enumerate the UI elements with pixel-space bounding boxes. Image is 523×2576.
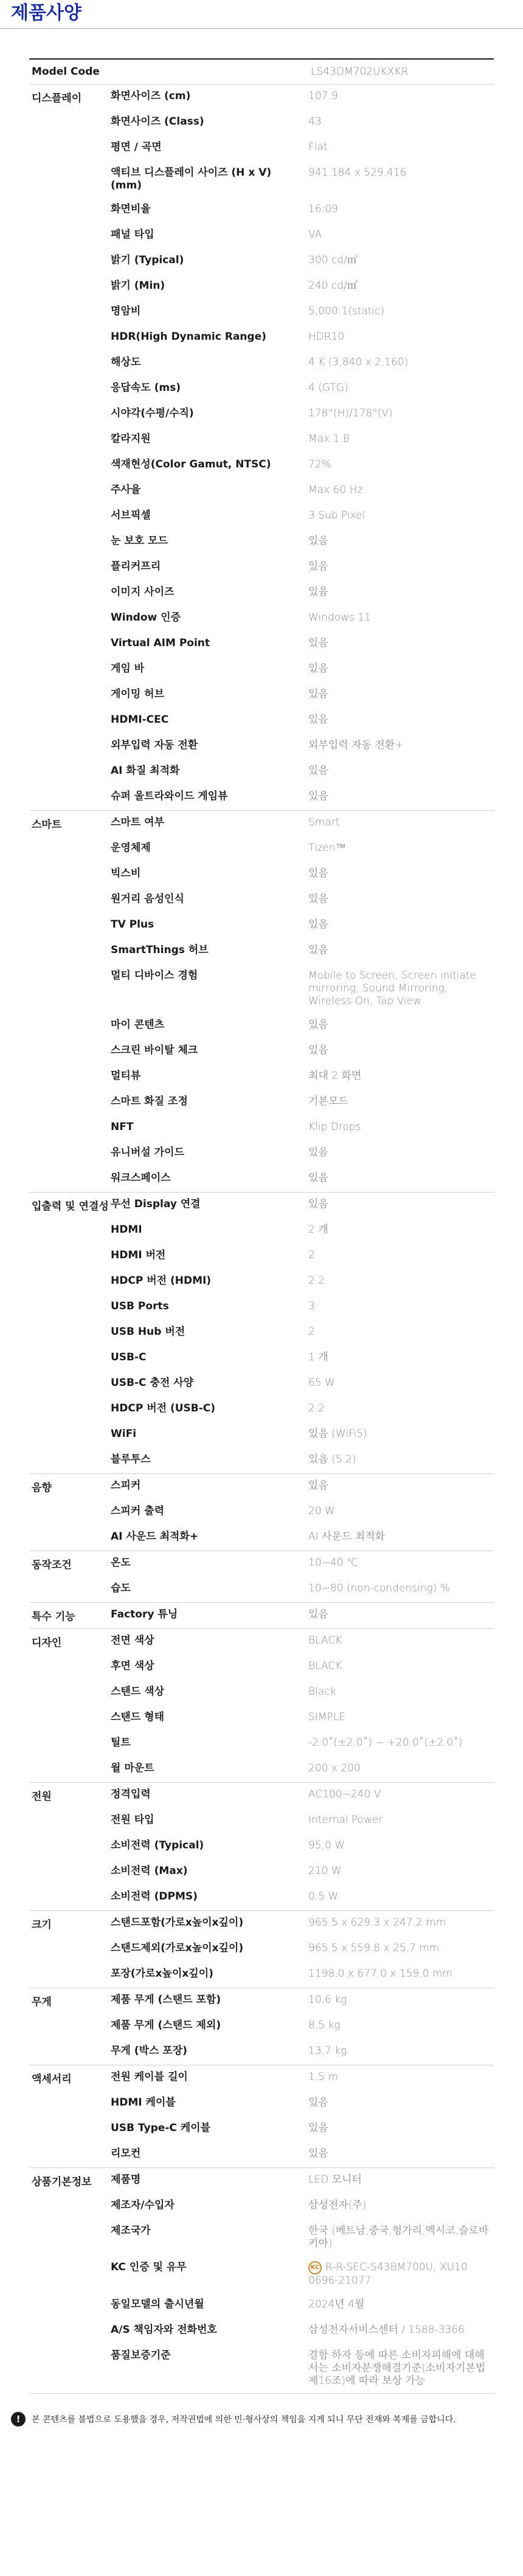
spec-value: 4 (GTG) [308,382,348,394]
spec-value: 65 W [308,1377,335,1389]
spec-group-title: 상품기본정보 [32,2176,92,2188]
spec-label: USB-C 충전 사양 [111,1377,194,1389]
spec-row [111,1525,494,1551]
spec-group [29,1629,494,1783]
spec-label: 게임 바 [111,663,145,675]
spec-value: 있음 [308,790,328,802]
spec-group [29,1911,494,1988]
spec-label: 스피커 출력 [111,1505,165,1517]
spec-group [29,2168,494,2394]
spec-group [29,84,494,811]
spec-row [111,110,494,136]
spec-row [111,862,494,887]
spec-value: 있음 [308,1044,328,1056]
spec-row [111,136,494,161]
spec-row [111,427,494,453]
spec-label: AI 사운드 최적화+ [111,1531,199,1543]
spec-value: 있음 [308,586,328,598]
spec-value: SIMPLE [308,1711,345,1723]
spec-label: 원거리 음성인식 [111,893,184,905]
spec-label: 소비전력 (Max) [111,1865,188,1877]
spec-value: 5,000:1(static) [308,305,385,317]
spec-label: 제조국가 [111,2225,151,2237]
spec-row [111,2256,494,2293]
spec-row [111,785,494,810]
spec-value: Internal Power [308,1814,383,1826]
spec-group-title: 입출력 및 연결성 [32,1200,109,1213]
spec-row [111,161,494,198]
spec-row [111,274,494,300]
spec-row [111,2168,494,2194]
spec-label: 응답속도 (ms) [111,382,181,394]
spec-label: Factory 튜닝 [111,1608,178,1620]
spec-value: 965.5 x 629.3 x 247.2 mm [308,1917,446,1929]
spec-value: 4 K (3,840 x 2,160) [308,356,409,368]
spec-value: 178°(H)/178°(V) [308,407,393,419]
spec-row [111,1680,494,1706]
spec-label: HDMI 버전 [111,1249,166,1261]
spec-row [111,580,494,606]
spec-row [111,1603,494,1628]
spec-value: 10~80 (non-condensing) % [308,1582,450,1594]
spec-row [111,1757,494,1782]
spec-label: 동일모델의 출시년월 [111,2298,204,2310]
spec-label: 스탠드 색상 [111,1686,165,1698]
spec-value: 있음 [308,560,328,573]
spec-row [111,376,494,402]
spec-label: 운영체제 [111,842,151,854]
spec-row [111,2318,494,2344]
spec-value: 16:09 [308,203,338,215]
spec-label: 틸트 [111,1737,131,1749]
spec-row [111,2219,494,2256]
model-code-label: Model Code [32,66,100,78]
spec-value: Smart [308,816,340,828]
spec-value: VA [308,229,322,241]
spec-label: 화면사이즈 (cm) [111,90,191,102]
spec-row [111,2142,494,2168]
spec-value: 외부입력 자동 전환+ [308,739,404,751]
spec-row [111,1937,494,1962]
spec-row [111,836,494,862]
spec-group [29,2065,494,2168]
spec-row [111,964,494,1013]
spec-label: 유니버설 가이드 [111,1146,184,1159]
spec-row [111,1013,494,1039]
spec-row [111,1988,494,2014]
spec-row [111,351,494,376]
spec-label: 무선 Display 연결 [111,1198,201,1210]
spec-value: 200 x 200 [308,1762,361,1774]
spec-value: 삼성전자서비스센터 / 1588-3366 [308,2324,465,2336]
spec-label: USB Type-C 케이블 [111,2122,210,2134]
model-code-row [29,58,494,84]
spec-row [111,938,494,964]
spec-label: 포장(가로x높이x깊이) [111,1968,213,1980]
spec-row [111,84,494,110]
spec-value: 1198.0 x 677.0 x 159.0 mm [308,1968,453,1980]
spec-label: 습도 [111,1582,131,1594]
spec-label: HDCP 버전 (USB-C) [111,1402,216,1414]
spec-label: 스탠드 형태 [111,1711,165,1723]
spec-value: 있음 [308,714,328,726]
spec-value: Flat [308,141,328,153]
spec-value: 2 개 [308,1224,328,1236]
spec-value: 있음 [308,2147,328,2160]
spec-value: Max 1 B [308,433,350,445]
spec-value: LED 모니터 [308,2174,362,2186]
spec-label: 액티브 디스플레이 사이즈 (H x V) (mm) [111,167,272,191]
spec-row [111,529,494,555]
spec-value: Windows 11 [308,611,371,624]
spec-row [111,1064,494,1090]
spec-label: 멀티뷰 [111,1070,141,1082]
spec-row [111,632,494,657]
spec-value: 있음 [308,637,328,649]
spec-row [111,759,494,785]
spec-label: 게이밍 허브 [111,688,165,700]
spec-group [29,1988,494,2065]
spec-value: 최대 2 화면 [308,1070,362,1082]
spec-label: 색재현성(Color Gamut, NTSC) [111,458,271,470]
spec-value: 20 W [308,1505,335,1517]
spec-label: TV Plus [111,918,154,931]
spec-label: NFT [111,1121,134,1133]
spec-row [111,1834,494,1859]
spec-row [111,1706,494,1731]
spec-value: 있음 [308,944,328,956]
spec-label: 칼라지원 [111,433,151,445]
spec-label: Window 인증 [111,611,181,624]
spec-label: 온도 [111,1557,131,1569]
spec-label: 명암비 [111,305,141,317]
spec-row [111,1295,494,1320]
spec-label: 시야각(수평/수직) [111,407,194,419]
spec-row [111,1269,494,1295]
spec-label: HDMI 케이블 [111,2096,176,2109]
spec-label: SmartThings 허브 [111,944,209,956]
spec-row [111,478,494,504]
spec-value: 43 [308,115,322,128]
spec-value: 있음 [308,535,328,547]
spec-group-title: 특수 기능 [32,1611,75,1623]
spec-label: 워크스페이스 [111,1172,171,1184]
spec-row [111,811,494,836]
spec-label: 밝기 (Typical) [111,254,184,266]
spec-label: 전원 타입 [111,1814,154,1826]
spec-row [111,555,494,580]
spec-value: 965.5 x 559.8 x 25.7 mm [308,1942,440,1954]
copyright-notice [11,2412,512,2445]
spec-row [111,2014,494,2039]
spec-label: HDR(High Dynamic Range) [111,331,266,343]
spec-label: 전원 케이블 길이 [111,2071,188,2083]
spec-group [29,811,494,1193]
spec-row [111,1090,494,1115]
spec-label: 스피커 [111,1479,141,1492]
spec-label: 밝기 (Min) [111,280,165,292]
spec-group [29,1603,494,1629]
spec-row [111,1218,494,1244]
spec-row [111,1166,494,1192]
spec-row [111,887,494,913]
spec-value: 있음 (WiFi5) [308,1428,367,1440]
spec-label: 제품 무게 (스탠드 포함) [111,1994,221,2006]
spec-row [111,1141,494,1166]
spec-value: Tizen™ [308,842,346,854]
spec-label: 화면사이즈 (Class) [111,115,204,128]
spec-label: 리모컨 [111,2147,141,2160]
spec-value: 있음 [308,867,328,880]
spec-group-title: 동작조건 [32,1559,72,1571]
spec-label: USB-C [111,1351,147,1363]
spec-value: Mobile to Screen, Screen initiate mirroring, Sound Mirroring, Wireless On, Tap View [308,969,476,1007]
spec-value: 있음 [308,688,328,700]
spec-group [29,1474,494,1551]
spec-group-title: 스마트 [32,819,62,831]
spec-row [111,1731,494,1757]
spec-value: 있음 [308,2122,328,2134]
spec-row [111,1885,494,1910]
spec-label: 평면 / 곡면 [111,141,162,153]
spec-row [111,1039,494,1064]
spec-value: 210 W [308,1865,342,1877]
spec-value: Max 60 Hz [308,484,363,496]
spec-value: Klip Drops [308,1121,361,1133]
spec-group-title: 디자인 [32,1637,62,1649]
spec-groups [29,84,494,2394]
spec-value: 3 Sub Pixel [308,509,365,522]
spec-row [111,249,494,274]
spec-group [29,1551,494,1603]
spec-value: 있음 [308,1479,328,1492]
spec-label: USB Hub 버전 [111,1326,185,1338]
spec-label: 멀티 디바이스 경험 [111,969,198,982]
spec-row [111,683,494,708]
spec-value: 있음 [308,1019,328,1031]
spec-label: 스탠드포함(가로x높이x깊이) [111,1917,244,1929]
spec-label: Virtual AIM Point [111,637,210,649]
spec-label: AI 화질 최적화 [111,765,180,777]
spec-group-title: 전원 [32,1791,52,1803]
spec-value: BLACK [308,1634,342,1647]
spec-group-title: 크기 [32,1919,52,1931]
spec-label: 스탠드제외(가로x높이x깊이) [111,1942,244,1954]
spec-value: 95.0 W [308,1839,345,1851]
spec-label: 제품 무게 (스탠드 제외) [111,2019,221,2031]
spec-value: 결함·하자 등에 따른 소비자피해에 대해서는 소비자분쟁해결기준(소비자기본법 제16조)에 따라 보상 가능 [308,2349,486,2387]
spec-label: HDMI-CEC [111,714,169,726]
spec-value: 있음 [308,1198,328,1210]
spec-label: 화면비율 [111,203,151,215]
spec-label: 패널 타입 [111,229,154,241]
spec-row [111,453,494,478]
spec-value: 10.6 kg [308,1994,347,2006]
spec-row [111,1346,494,1371]
spec-row [111,1115,494,1141]
exclamation-icon: ! [11,2412,26,2426]
spec-label: 이미지 사이즈 [111,586,175,598]
spec-label: 소비전력 (DPMS) [111,1890,198,1903]
spec-label: HDCP 버전 (HDMI) [111,1275,212,1287]
spec-value: 있음 [308,918,328,931]
spec-value: 3 [308,1300,315,1312]
spec-value: 13.7 kg [308,2045,347,2057]
spec-value: 240 cd/㎡ [308,280,358,292]
spec-row [111,2116,494,2142]
spec-label: 제조자/수입자 [111,2199,175,2211]
spec-label: 품질보증기준 [111,2349,171,2361]
spec-label: 스마트 화질 조정 [111,1095,188,1107]
spec-row [111,606,494,632]
spec-value: 있음 [308,1608,328,1620]
spec-row [111,1655,494,1680]
spec-group-title: 음향 [32,1482,52,1494]
spec-value: 있음 [308,765,328,777]
spec-value: AI 사운드 최적화 [308,1531,385,1543]
spec-value [308,2261,494,2287]
spec-row [111,2344,494,2393]
spec-value: 있음 [308,1172,328,1184]
spec-label: 정격입력 [111,1788,151,1800]
spec-table [0,58,523,2394]
spec-row [111,2039,494,2065]
spec-row [111,1244,494,1269]
spec-label: 외부입력 자동 전환 [111,739,198,751]
spec-row [111,1193,494,1218]
spec-value: AC100~240 V [308,1788,381,1800]
spec-label: 빅스비 [111,867,141,880]
spec-group-title: 액세서리 [32,2073,72,2085]
spec-value: 있음 [308,1146,328,1159]
spec-row [111,325,494,351]
copyright-text: 본 콘텐츠를 불법으로 도용했을 경우, 저작권법에 의한 민·형사상의 책임을 지게 되니 무단 전재와 복제를 금합니다. [32,2415,456,2425]
spec-row [111,1629,494,1655]
spec-label: KC 인증 및 유무 [111,2261,187,2273]
spec-group-title: 무게 [32,1996,52,2008]
spec-value: 2 [308,1326,315,1338]
spec-value: 한국 (베트남,중국,헝가리,멕시코,슬로바키아) [308,2225,489,2250]
spec-label: A/S 책임자와 전화번호 [111,2324,217,2336]
spec-row [111,2091,494,2116]
spec-label: 월 마운트 [111,1762,154,1774]
spec-row [111,1859,494,1885]
spec-label: 마이 콘텐츠 [111,1019,165,1031]
spec-group-title: 디스플레이 [32,92,82,105]
spec-label: 스마트 여부 [111,816,165,828]
spec-value: 10~40 ℃ [308,1557,359,1569]
spec-row [111,402,494,427]
spec-row [111,300,494,325]
spec-row [111,1500,494,1525]
spec-label: 전면 색상 [111,1634,154,1647]
spec-label: 스크린 바이탈 체크 [111,1044,198,1056]
spec-value: 941.184 x 529.416 [308,167,407,179]
kc-mark-icon: KC [308,2261,322,2275]
kc-cert-text: R-R-SEC-S43BM700U, XU10 0696-21077 [308,2261,468,2287]
spec-label: 후면 색상 [111,1660,154,1672]
spec-row [111,1371,494,1397]
spec-label: HDMI [111,1224,142,1236]
spec-label: WiFi [111,1428,137,1440]
spec-row [111,198,494,223]
spec-group [29,1783,494,1911]
spec-value: 있음 (5.2) [308,1453,356,1465]
spec-value: 1.5 m [308,2071,338,2083]
spec-label: 서브픽셀 [111,509,151,522]
spec-value: 있음 [308,2096,328,2109]
spec-row [111,1397,494,1422]
spec-value: 107.9 [308,90,338,102]
spec-label: 눈 보호 모드 [111,535,168,547]
spec-label: 무게 (박스 포장) [111,2045,187,2057]
spec-label: 플리커프리 [111,560,161,573]
spec-row [111,1422,494,1448]
spec-group [29,1193,494,1474]
spec-value: 기본모드 [308,1095,348,1107]
spec-row [111,1474,494,1500]
title-divider [0,28,523,29]
spec-row [111,2065,494,2091]
spec-row [111,1320,494,1346]
spec-row [111,657,494,683]
spec-row [111,2293,494,2318]
spec-value: 2 [308,1249,315,1261]
spec-value: 2024년 4월 [308,2298,365,2310]
spec-row [111,734,494,759]
spec-value: 있음 [308,663,328,675]
spec-value: 0.5 W [308,1890,339,1903]
spec-row [111,1551,494,1577]
spec-row [111,504,494,529]
spec-row [111,223,494,249]
page-title: 제품사양 [11,2,81,24]
spec-value: 8.5 kg [308,2019,341,2031]
spec-label: 제품명 [111,2174,141,2186]
spec-value: 2.2 [308,1402,325,1414]
spec-row [111,1808,494,1834]
spec-value: Black [308,1686,336,1698]
spec-value: 72% [308,458,331,470]
spec-label: USB Ports [111,1300,169,1312]
spec-label: 해상도 [111,356,141,368]
spec-label: 블루투스 [111,1453,151,1465]
spec-label: 소비전력 (Typical) [111,1839,204,1851]
spec-row [111,913,494,938]
spec-row [111,1962,494,1988]
spec-value: BLACK [308,1660,342,1672]
spec-row [111,1577,494,1602]
spec-row [111,708,494,734]
spec-value: 2.2 [308,1275,325,1287]
spec-value: -2.0˚(±2.0˚) ~ +20.0˚(±2.0˚) [308,1737,463,1749]
spec-row [111,1911,494,1937]
spec-value: 1 개 [308,1351,328,1363]
spec-value: HDR10 [308,331,345,343]
model-code-value: LS43DM702UKXKR [311,66,409,78]
spec-value: 삼성전자(주) [308,2199,367,2211]
spec-row [111,1783,494,1808]
spec-label: 슈퍼 울트라와이드 게임뷰 [111,790,228,802]
spec-row [111,2194,494,2219]
spec-value: 300 cd/㎡ [308,254,358,266]
spec-row [111,1448,494,1473]
spec-value: 있음 [308,893,328,905]
spec-label: 주사율 [111,484,141,496]
